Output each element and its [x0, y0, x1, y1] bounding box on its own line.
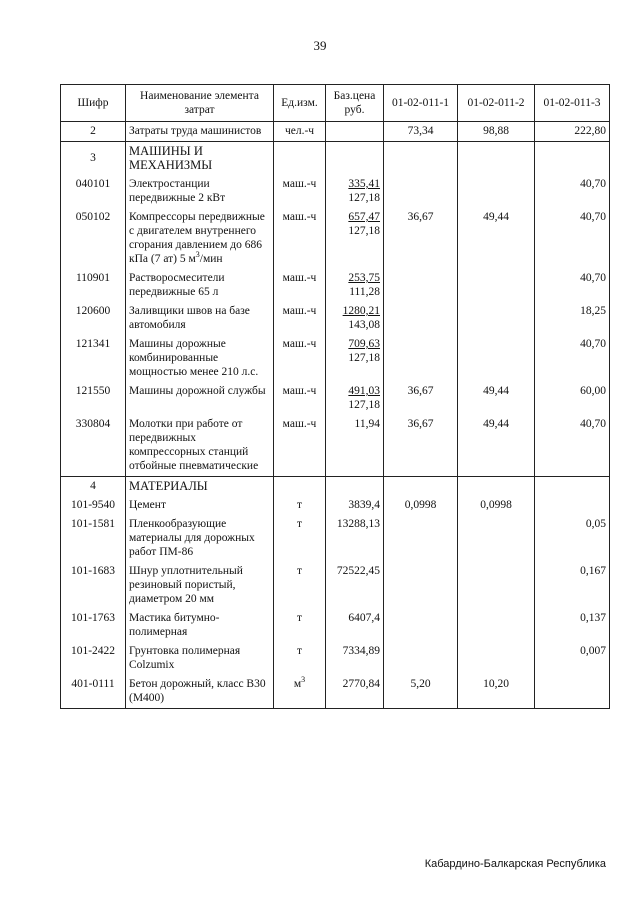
machine-price-wage: 143,08	[348, 319, 380, 331]
machine-row	[61, 269, 610, 302]
materials-code: 4	[61, 477, 126, 497]
machine-code: 121341	[61, 335, 126, 382]
material-unit	[274, 609, 326, 642]
material-price: 7334,89	[326, 642, 384, 675]
machine-c1	[384, 269, 458, 302]
machine-rows	[61, 175, 610, 477]
material-c3: 0,05	[535, 515, 610, 562]
machine-name	[126, 175, 274, 208]
material-unit	[274, 515, 326, 562]
header-c3: 01-02-011-3	[535, 85, 610, 122]
material-unit	[274, 496, 326, 515]
machine-price	[326, 335, 384, 382]
machine-price-total: 253,75	[348, 272, 380, 284]
machine-code: 120600	[61, 302, 126, 335]
material-c2: 10,20	[458, 675, 535, 709]
machine-unit: маш.-ч	[274, 269, 326, 302]
machine-c2	[458, 335, 535, 382]
machine-price-total: 491,03	[348, 385, 380, 397]
machine-price-total: 709,63	[348, 338, 380, 350]
footer-region: Кабардино-Балкарская Республика	[424, 858, 606, 870]
machine-name-text: Машины дорожные комбинированные мощностью менее 210 л.с.	[129, 338, 259, 378]
labor-unit: чел.-ч	[274, 122, 326, 142]
header-unit: Ед.изм.	[274, 85, 326, 122]
machine-price	[326, 269, 384, 302]
machine-price	[326, 415, 384, 477]
machine-c2	[458, 302, 535, 335]
header-name: Наименование элемента затрат	[126, 85, 274, 122]
labor-code: 2	[61, 122, 126, 142]
machine-c1	[384, 175, 458, 208]
machine-c3: 60,00	[535, 382, 610, 415]
machine-name-text: Растворосмесители передвижные 65 л	[129, 272, 225, 298]
material-unit	[274, 675, 326, 709]
machine-c3: 40,70	[535, 175, 610, 208]
machine-price-wage: 127,18	[348, 352, 380, 364]
material-unit-sup: 3	[301, 675, 306, 685]
material-c3: 0,167	[535, 562, 610, 609]
header-code: Шифр	[61, 85, 126, 122]
machine-price	[326, 302, 384, 335]
material-unit-text: т	[296, 518, 303, 530]
material-row	[61, 562, 610, 609]
material-c1	[384, 642, 458, 675]
machine-name	[126, 302, 274, 335]
machine-row	[61, 175, 610, 208]
material-c1: 5,20	[384, 675, 458, 709]
labor-price	[326, 122, 384, 142]
machines-title: МАШИНЫ И МЕХАНИЗМЫ	[126, 142, 274, 176]
machine-c2: 49,44	[458, 208, 535, 269]
machine-c2	[458, 175, 535, 208]
machine-price-total: 657,47	[348, 211, 380, 223]
table-header	[61, 85, 610, 122]
machine-c3: 40,70	[535, 208, 610, 269]
material-code: 101-1581	[61, 515, 126, 562]
machine-price	[326, 175, 384, 208]
machine-name-text: Заливщики швов на базе автомобиля	[129, 305, 250, 331]
labor-row	[61, 122, 610, 142]
material-unit-text: м	[293, 678, 302, 690]
machine-name-text: Электростанции передвижные 2 кВт	[129, 178, 226, 204]
machine-c3: 18,25	[535, 302, 610, 335]
material-code: 101-1683	[61, 562, 126, 609]
material-c2	[458, 609, 535, 642]
machine-name-text: Компрессоры передвижные с двигателем внутреннего сгорания давлением до 686 кПа (7 ат) 5 м	[129, 211, 265, 265]
material-row	[61, 496, 610, 515]
material-name: Пленкообразующие материалы для дорожных работ ПМ-86	[126, 515, 274, 562]
material-c2	[458, 642, 535, 675]
machine-name	[126, 335, 274, 382]
material-price: 2770,84	[326, 675, 384, 709]
machine-c1	[384, 302, 458, 335]
machine-code: 050102	[61, 208, 126, 269]
material-c1: 0,0998	[384, 496, 458, 515]
machine-price-wage: 127,18	[348, 225, 380, 237]
material-price: 13288,13	[326, 515, 384, 562]
machine-row	[61, 335, 610, 382]
material-name: Бетон дорожный, класс В30 (М400)	[126, 675, 274, 709]
material-row	[61, 609, 610, 642]
header-c1: 01-02-011-1	[384, 85, 458, 122]
machine-name-text: Машины дорожной службы	[129, 385, 266, 397]
material-c3	[535, 675, 610, 709]
machine-c2: 49,44	[458, 415, 535, 477]
machine-c1: 36,67	[384, 415, 458, 477]
material-row	[61, 515, 610, 562]
machine-price-total: 11,94	[354, 418, 380, 430]
material-name: Цемент	[126, 496, 274, 515]
machine-price-wage: 127,18	[348, 192, 380, 204]
material-c3	[535, 496, 610, 515]
material-c3: 0,007	[535, 642, 610, 675]
machine-unit: маш.-ч	[274, 175, 326, 208]
machine-c2: 49,44	[458, 382, 535, 415]
material-unit-text: т	[296, 645, 303, 657]
machine-unit: маш.-ч	[274, 335, 326, 382]
labor-name: Затраты труда машинистов	[126, 122, 274, 142]
machine-code: 110901	[61, 269, 126, 302]
machine-row	[61, 302, 610, 335]
machines-section-row	[61, 142, 610, 176]
machine-price	[326, 208, 384, 269]
material-row	[61, 675, 610, 709]
machine-c2	[458, 269, 535, 302]
machine-name	[126, 208, 274, 269]
machine-name	[126, 382, 274, 415]
labor-c2: 98,88	[458, 122, 535, 142]
material-name: Шнур уплотнительный резиновый пористый, диаметром 20 мм	[126, 562, 274, 609]
machine-name	[126, 269, 274, 302]
machine-c1: 36,67	[384, 208, 458, 269]
header-c2: 01-02-011-2	[458, 85, 535, 122]
material-code: 101-1763	[61, 609, 126, 642]
machine-code: 330804	[61, 415, 126, 477]
material-row	[61, 642, 610, 675]
page-number: 39	[313, 38, 327, 53]
material-rows	[61, 496, 610, 709]
machine-price-total: 1280,21	[342, 305, 380, 317]
material-c1	[384, 515, 458, 562]
materials-section-row	[61, 477, 610, 497]
machines-code: 3	[61, 142, 126, 176]
machine-price-total: 335,41	[348, 178, 380, 190]
machine-price	[326, 382, 384, 415]
material-price: 6407,4	[326, 609, 384, 642]
machine-unit: маш.-ч	[274, 382, 326, 415]
machine-name	[126, 415, 274, 477]
machine-c3: 40,70	[535, 269, 610, 302]
material-unit	[274, 642, 326, 675]
machine-price-wage: 111,28	[349, 286, 380, 298]
material-price: 72522,45	[326, 562, 384, 609]
machine-c1	[384, 335, 458, 382]
machine-unit: маш.-ч	[274, 415, 326, 477]
header-price: Баз.цена руб.	[326, 85, 384, 122]
resource-table	[60, 84, 610, 709]
material-c3: 0,137	[535, 609, 610, 642]
material-code: 101-9540	[61, 496, 126, 515]
material-c2	[458, 515, 535, 562]
material-unit-text: т	[296, 499, 303, 511]
machine-row	[61, 415, 610, 477]
material-c2	[458, 562, 535, 609]
machine-name-text: Молотки при работе от передвижных компрессорных станций отбойные пневматические	[129, 418, 259, 472]
material-code: 101-2422	[61, 642, 126, 675]
machine-unit: маш.-ч	[274, 302, 326, 335]
machine-c1: 36,67	[384, 382, 458, 415]
material-c2: 0,0998	[458, 496, 535, 515]
material-code: 401-0111	[61, 675, 126, 709]
machine-name-tail: /мин	[199, 253, 223, 265]
machine-row	[61, 208, 610, 269]
machine-code: 121550	[61, 382, 126, 415]
material-name: Мастика битумно-полимерная	[126, 609, 274, 642]
material-unit-text: т	[296, 565, 303, 577]
machine-unit: маш.-ч	[274, 208, 326, 269]
machine-c3: 40,70	[535, 415, 610, 477]
material-unit	[274, 562, 326, 609]
material-name: Грунтовка полимерная Colzumix	[126, 642, 274, 675]
machine-code: 040101	[61, 175, 126, 208]
material-c1	[384, 609, 458, 642]
machine-c3: 40,70	[535, 335, 610, 382]
material-c1	[384, 562, 458, 609]
labor-c3: 222,80	[535, 122, 610, 142]
machine-row	[61, 382, 610, 415]
machine-price-wage: 127,18	[348, 399, 380, 411]
material-unit-text: т	[296, 612, 303, 624]
labor-c1: 73,34	[384, 122, 458, 142]
material-price: 3839,4	[326, 496, 384, 515]
machine-name-sup: 3	[195, 250, 200, 260]
materials-title: МАТЕРИАЛЫ	[126, 477, 274, 497]
